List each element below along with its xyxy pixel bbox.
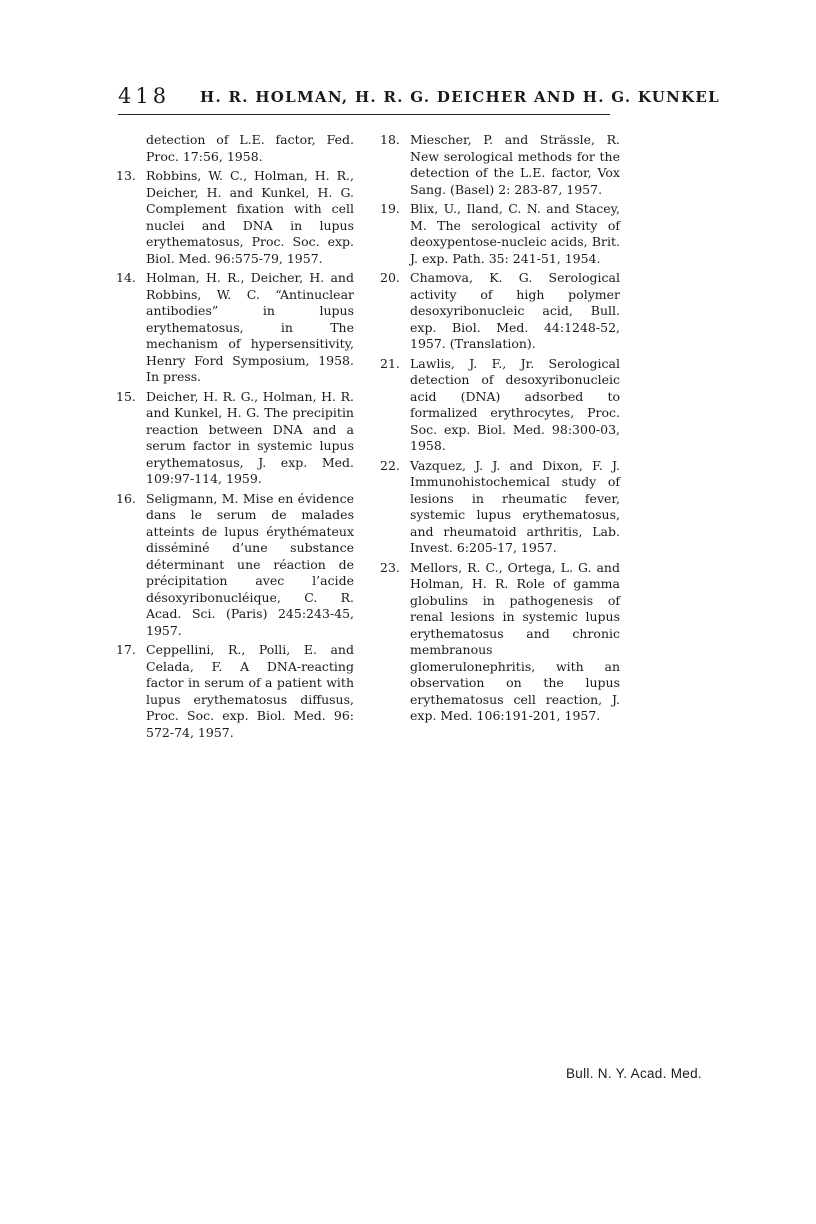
reference-item — [116, 491, 354, 640]
reference-item — [116, 168, 354, 267]
references-left-column — [116, 132, 354, 744]
reference-number: 16. — [116, 490, 136, 506]
page-number: 418 — [118, 84, 171, 108]
reference-item — [116, 270, 354, 386]
reference-item — [380, 560, 620, 725]
reference-text: Ceppellini, R., Polli, E. and Celada, F. A DNA-reacting factor in serum of a patient with lupus erythematosus diffusus, Proc. Soc. exp. Biol. Med. 96: 572-74, 1957. — [146, 642, 354, 740]
reference-text: Lawlis, J. F., Jr. Serological detection of desoxyribonucleic acid (DNA) adsorbed to formalized erythrocytes, Proc. Soc. exp. Biol. Med. 98:300-03, 1958. — [410, 355, 620, 453]
reference-item — [380, 356, 620, 455]
reference-number: 17. — [116, 642, 136, 657]
reference-item — [116, 642, 354, 741]
reference-item — [380, 132, 620, 198]
reference-number: 13. — [116, 168, 136, 183]
reference-text: Holman, H. R., Deicher, H. and Robbins, W. C. “Antinuclear antibodies” in lupus erythematosus, in The mechanism of hypersensitivity, Henry Ford Symposium, 1958. In press. — [146, 270, 354, 384]
running-head: H. R. HOLMAN, H. R. G. DEICHER AND H. G. KUNKEL — [200, 88, 721, 106]
reference-text: Seligmann, M. Mise en évidence dans le serum de malades atteints de lupus érythémateux disséminé d’une substance déterminant une réaction de précipitation avec l’acide désoxyribonucléique, C. R. Acad. Sci. (Paris) 245:243-45, 1957. — [146, 490, 354, 638]
reference-item — [380, 458, 620, 557]
reference-number: 21. — [380, 355, 400, 371]
reference-text: Vazquez, J. J. and Dixon, F. J. Immunohistochemical study of lesions in rheumatic fever, systemic lupus erythematosus, and rheumatoid arthritis, Lab. Invest. 6:205-17, 1957. — [410, 457, 620, 555]
page-header — [118, 84, 721, 115]
reference-number: 22. — [380, 457, 400, 473]
reference-number: 15. — [116, 388, 136, 404]
reference-text: detection of L.E. factor, Fed. Proc. 17:56, 1958. — [146, 132, 354, 164]
references-right-column — [380, 132, 620, 728]
reference-text: Mellors, R. C., Ortega, L. G. and Holman, H. R. Role of gamma globulins in pathogenesis of renal lesions in systemic lupus erythematosus and chronic membranous glomerulonephritis, with an observation on the lupus erythematosus cell reaction, J. exp. Med. 106:191-201, 1957. — [410, 559, 620, 723]
reference-text: Miescher, P. and Strässle, R. New serological methods for the detection of the L.E. factor, Vox Sang. (Basel) 2: 283-87, 1957. — [410, 132, 620, 197]
reference-number: 19. — [380, 201, 400, 216]
reference-text: Chamova, K. G. Serological activity of high polymer desoxyribonucleic acid, Bull. exp. Biol. Med. 44:1248-52, 1957. (Translation). — [410, 270, 620, 351]
journal-footer: Bull. N. Y. Acad. Med. — [566, 1066, 702, 1081]
reference-text: Robbins, W. C., Holman, H. R., Deicher, H. and Kunkel, H. G. Complement fixation with cell nuclei and DNA in lupus erythematosus, Proc. Soc. exp. Biol. Med. 96:575-79, 1957. — [146, 168, 354, 266]
reference-number: 14. — [116, 270, 136, 285]
reference-text: Blix, U., Iland, C. N. and Stacey, M. The serological activity of deoxypentose-nucleic acids, Brit. J. exp. Path. 35: 241-51, 1954. — [410, 201, 620, 266]
reference-number: 23. — [380, 559, 400, 575]
reference-item — [116, 389, 354, 488]
reference-text: Deicher, H. R. G., Holman, H. R. and Kunkel, H. G. The precipitin reaction between DNA and a serum factor in systemic lupus erythematosus, J. exp. Med. 109:97-114, 1959. — [146, 388, 354, 486]
reference-number: 20. — [380, 270, 400, 285]
reference-number: 18. — [380, 132, 400, 147]
reference-item — [380, 201, 620, 267]
reference-item — [380, 270, 620, 353]
reference-item — [116, 132, 354, 165]
